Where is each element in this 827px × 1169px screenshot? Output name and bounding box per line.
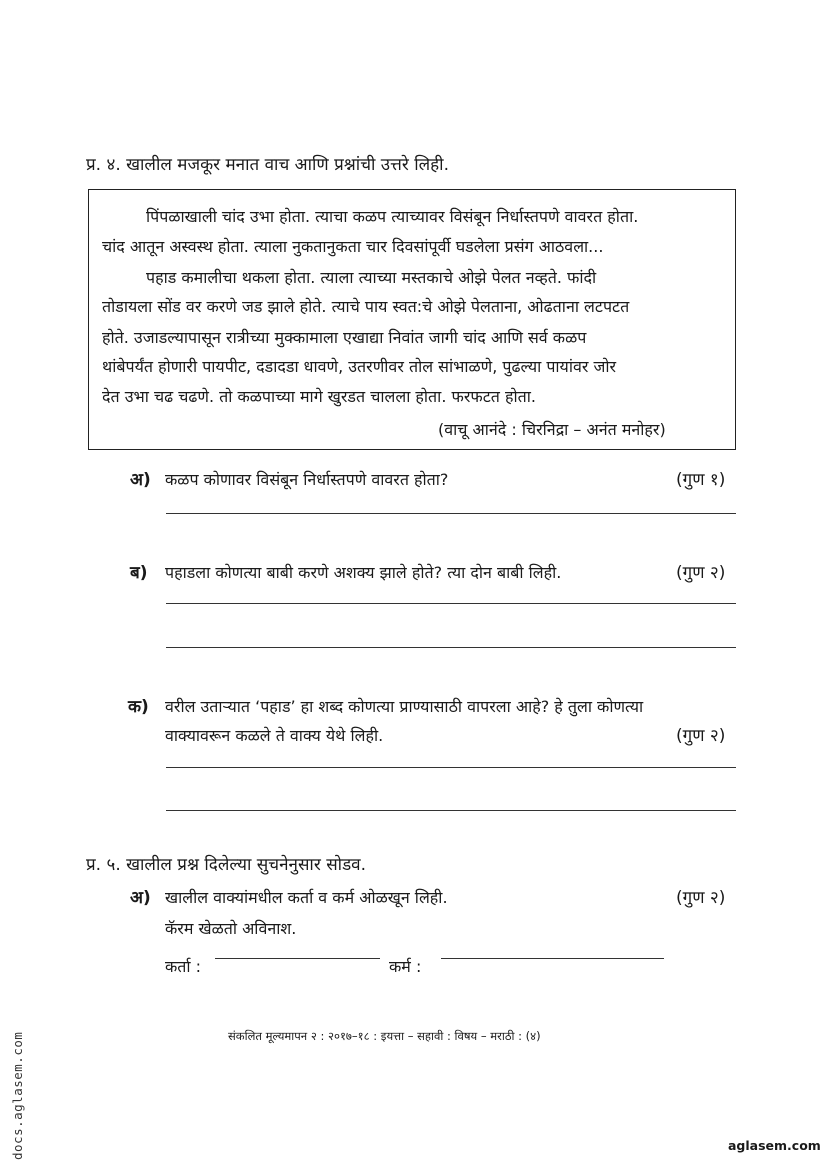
- sub-question-label: अ): [130, 888, 151, 908]
- marks-label: (गुण २): [676, 726, 726, 746]
- answer-line[interactable]: [166, 603, 736, 604]
- passage-line: होते. उजाडल्यापासून रात्रीच्या मुक्कामाला एखाद्या निवांत जागी चांद आणि सर्व कळप: [102, 328, 587, 347]
- sub-question-label: अ): [130, 470, 151, 490]
- passage-line: पहाड कमालीचा थकला होता. त्याला त्याच्या मस्तकाचे ओझे पेलत नव्हते. फांदी: [146, 268, 597, 287]
- answer-line[interactable]: [166, 513, 736, 514]
- sub-question-text: कळप कोणावर विसंबून निर्धास्तपणे वावरत होता?: [165, 470, 449, 489]
- answer-line[interactable]: [166, 810, 736, 811]
- side-watermark: docs.aglasem.com: [10, 1031, 25, 1160]
- answer-line[interactable]: [166, 647, 736, 648]
- sub-question-text: खालील वाक्यांमधील कर्ता व कर्म ओळखून लिही.: [165, 888, 448, 907]
- sub-question-label: क): [128, 697, 149, 717]
- passage-line: पिंपळाखाली चांद उभा होता. त्याचा कळप त्याच्यावर विसंबून निर्धास्तपणे वावरत होता.: [146, 207, 639, 226]
- karta-answer-line[interactable]: [215, 958, 380, 959]
- karma-label: कर्म :: [389, 957, 422, 976]
- sub-question-text: वाक्यावरून कळले ते वाक्य येथे लिही.: [165, 726, 384, 745]
- q4-heading: प्र. ४. खालील मजकूर मनात वाच आणि प्रश्नांची उत्तरे लिही.: [86, 155, 449, 175]
- marks-label: (गुण २): [676, 888, 726, 908]
- q5-heading: प्र. ५. खालील प्रश्न दिलेल्या सुचनेनुसार सोडव.: [86, 855, 367, 875]
- passage-box: [88, 189, 736, 450]
- karta-label: कर्ता :: [165, 957, 202, 976]
- sub-question-text: पहाडला कोणत्या बाबी करणे अशक्य झाले होते? त्या दोन बाबी लिही.: [165, 563, 562, 582]
- example-sentence: कॅरम खेळतो अविनाश.: [165, 919, 297, 938]
- marks-label: (गुण १): [676, 470, 726, 490]
- page-footer: संकलित मूल्यमापन २ : २०१७–१८ : इयत्ता – सहावी : विषय – मराठी : (४): [228, 1029, 541, 1043]
- answer-line[interactable]: [166, 767, 736, 768]
- passage-source: (वाचू आनंदे : चिरनिद्रा – अनंत मनोहर): [438, 420, 666, 439]
- site-label: aglasem.com: [728, 1138, 821, 1153]
- passage-line: तोडायला सोंड वर करणे जड झाले होते. त्याचे पाय स्वत:चे ओझे पेलताना, ओढताना लटपटत: [102, 297, 630, 316]
- passage-line: चांद आतून अस्वस्थ होता. त्याला नुकतानुकता चार दिवसांपूर्वी घडलेला प्रसंग आठवला...: [102, 237, 604, 256]
- passage-line: देत उभा चढ चढणे. तो कळपाच्या मागे खुरडत चालला होता. फरफटत होता.: [102, 387, 536, 406]
- karma-answer-line[interactable]: [441, 958, 664, 959]
- passage-line: थांबेपर्यंत होणारी पायपीट, दडादडा धावणे, उतरणीवर तोल सांभाळणे, पुढल्या पायांवर जोर: [102, 357, 617, 376]
- sub-question-text: वरील उताऱ्यात ‘पहाड’ हा शब्द कोणत्या प्राण्यासाठी वापरला आहे? हे तुला कोणत्या: [165, 697, 644, 716]
- marks-label: (गुण २): [676, 563, 726, 583]
- sub-question-label: ब): [130, 563, 148, 583]
